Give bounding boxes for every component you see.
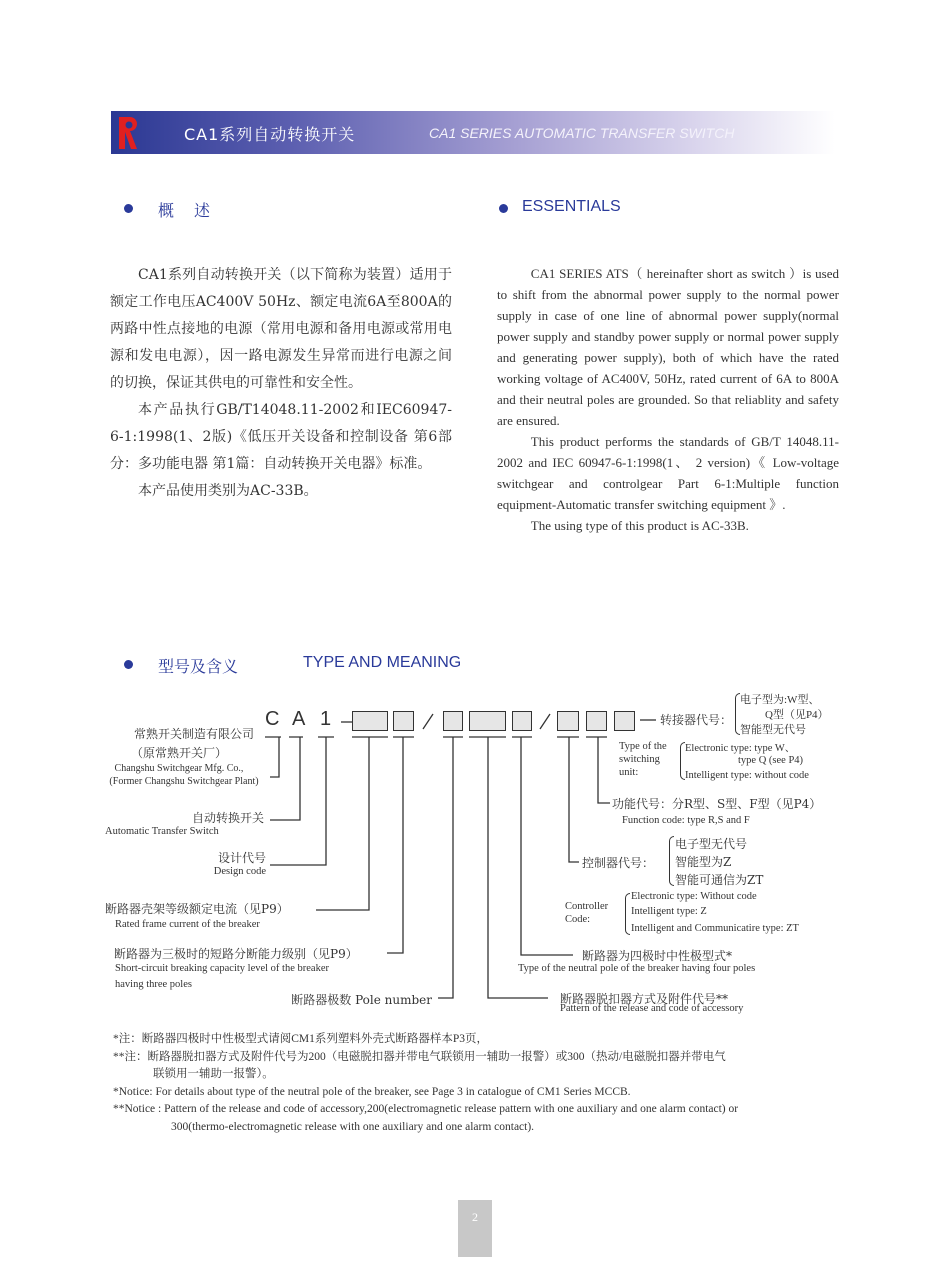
brace-icon <box>669 836 674 886</box>
bullet-icon <box>124 660 133 669</box>
breaking-label-en: Short-circuit breaking capacity level of the breaker <box>115 963 329 974</box>
function-label-cn: 功能代号：分R型、S型、F型（见P4） <box>612 797 822 811</box>
switching-cn-item: 智能型无代号 <box>740 724 806 736</box>
switching-en-label: Type of the <box>619 741 667 752</box>
paragraph: CA1系列自动转换开关（以下简称为装置）适用于额定工作电压AC400V 50Hz、额定电流6A至800A的两路中性点接地的电源（常用电源和备用电源或常用电源和发电电源），因一路电源发生异常而进行电源之间的切换，保证其供电的可靠性和安全性。 <box>110 267 452 391</box>
switching-en-label: switching <box>619 754 660 765</box>
switching-en-item: Intelligent type: without code <box>685 770 809 781</box>
breaking-label-en2: having three poles <box>115 979 192 990</box>
note: *注：断路器四极时中性极型式请阅CM1系列塑料外壳式断路器样本P3页， <box>113 1033 489 1045</box>
controller-cn-item: 智能型为Z <box>675 855 732 869</box>
bullet-icon <box>124 204 133 213</box>
ats-label-cn: 自动转换开关 <box>191 811 264 825</box>
page-number-tab <box>458 1200 492 1257</box>
company-logo-icon <box>118 115 138 151</box>
controller-en-item: Intelligent and Communicatire type: ZT <box>631 923 799 934</box>
code-letter-c: C <box>265 708 280 730</box>
header-title-en: CA1 SERIES AUTOMATIC TRANSFER SWITCH <box>429 125 735 141</box>
code-box-neutral <box>512 711 532 731</box>
paragraph: The using type of this product is AC-33B. <box>530 518 749 533</box>
controller-label-cn: 控制器代号： <box>582 856 655 870</box>
heading-type-en: TYPE AND MEANING <box>303 654 462 671</box>
brace-icon <box>625 893 630 935</box>
switching-en-label: unit: <box>619 767 639 778</box>
neutral-label-cn: 断路器为四极时中性极型式* <box>582 949 733 963</box>
heading-overview-cn: 概 述 <box>158 203 213 220</box>
switching-cn-item: Q型（见P4） <box>765 709 829 721</box>
controller-en-item: Intelligent type: Z <box>631 906 707 917</box>
header-banner <box>111 111 835 154</box>
company-label-en2: (Former Changshu Switchgear Plant) <box>109 776 259 787</box>
controller-en-label: Code: <box>565 914 591 925</box>
poles-label: 断路器极数 Pole number <box>291 993 432 1007</box>
code-box-frame-current <box>352 711 388 731</box>
switching-en-item: type Q (see P4) <box>738 755 804 766</box>
heading-type-cn: 型号及含义 <box>158 659 239 676</box>
paragraph: CA1 SERIES ATS（ hereinafter short as switch ）is used to shift from the abnormal power supply to the normal power supply in case of one line of abnormal power supply(normal power supply and standby power supply or normal power supply and generating power supply), both of which have the rated working voltage of AC400V, 50Hz, rated current of 6A to 800A and their neutral poles are grounded. So that reliablity and safety are ensured. <box>497 266 839 428</box>
switching-en-item: Electronic type: type W、 <box>685 743 796 754</box>
paragraph: 本产品使用类别为AC-33B。 <box>138 483 318 499</box>
note: *Notice: For details about type of the neutral pole of the breaker, see Page 3 in catalogue of CM1 Series MCCB. <box>113 1085 631 1098</box>
switching-cn-item: 电子型为:W型、 <box>740 694 820 706</box>
frame-label-cn: 断路器壳架等级额定电流（见P9） <box>105 902 289 916</box>
bullet-icon <box>499 204 508 213</box>
release-label-cn: 断路器脱扣器方式及附件代号** <box>560 992 729 1006</box>
release-label-en: Pattern of the release and code of accessory <box>560 1003 744 1014</box>
page-number: 2 <box>472 1210 478 1224</box>
switching-label-cn: 转接器代号： <box>660 713 733 727</box>
overview-cn-text <box>110 262 452 505</box>
code-letter-a: A <box>292 708 306 730</box>
ats-label-en: Automatic Transfer Switch <box>105 826 219 837</box>
design-label-cn: 设计代号 <box>217 851 266 865</box>
code-box-breaking-level <box>393 711 414 731</box>
company-label-cn2: （原常熟开关厂） <box>130 746 227 760</box>
code-box-poles <box>443 711 463 731</box>
note: 300(thermo-electromagnetic release with one auxiliary and one alarm contact). <box>171 1120 535 1133</box>
paragraph: 本产品执行GB/T14048.11-2002和IEC60947-6-1:1998(1、2版)《低压开关设备和控制设备 第6部分：多功能电器 第1篇：自动转换开关电器》标准。 <box>110 402 452 472</box>
code-digit-1: 1 <box>320 708 332 730</box>
note: 联锁用一辅助一报警）。 <box>153 1068 274 1080</box>
controller-en-label: Controller <box>565 901 609 912</box>
overview-en-text <box>497 263 839 536</box>
note: **注：断路器脱扣器方式及附件代号为200（电磁脱扣器并带电气联锁用一辅助一报警）或300（热动/电磁脱扣器并带电气 <box>113 1050 726 1063</box>
design-label-en: Design code <box>213 866 266 877</box>
code-box-controller <box>557 711 579 731</box>
paragraph: This product performs the standards of GB/T 14048.11-2002 and IEC 60947-6-1:1998(1、 2 version)《 Low-voltage switchgear and controlgear Part 6-1:Multiple function equipment-Automatic transfer switching equipment 》. <box>497 434 839 512</box>
frame-label-en: Rated frame current of the breaker <box>115 919 260 930</box>
header-title-cn: CA1系列自动转换开关 <box>184 125 356 144</box>
code-box-release <box>469 711 506 731</box>
note: **Notice : Pattern of the release and code of accessory,200(electromagnetic release pattern with one auxiliary and one alarm contact) or <box>113 1103 739 1115</box>
breaking-label-cn: 断路器为三极时的短路分断能力级别（见P9） <box>114 947 358 961</box>
code-box-switching <box>614 711 635 731</box>
heading-essentials: ESSENTIALS <box>522 198 621 215</box>
controller-cn-item: 电子型无代号 <box>675 837 748 851</box>
company-label-en: Changshu Switchgear Mfg. Co., <box>114 763 244 774</box>
function-label-en: Function code: type R,S and F <box>622 815 750 826</box>
code-box-function <box>586 711 607 731</box>
neutral-label-en: Type of the neutral pole of the breaker having four poles <box>518 963 756 974</box>
footnotes <box>113 1031 738 1136</box>
controller-cn-item: 智能可通信为ZT <box>675 873 764 887</box>
company-label-cn: 常熟开关制造有限公司 <box>133 727 254 741</box>
controller-en-item: Electronic type: Without code <box>631 891 757 902</box>
